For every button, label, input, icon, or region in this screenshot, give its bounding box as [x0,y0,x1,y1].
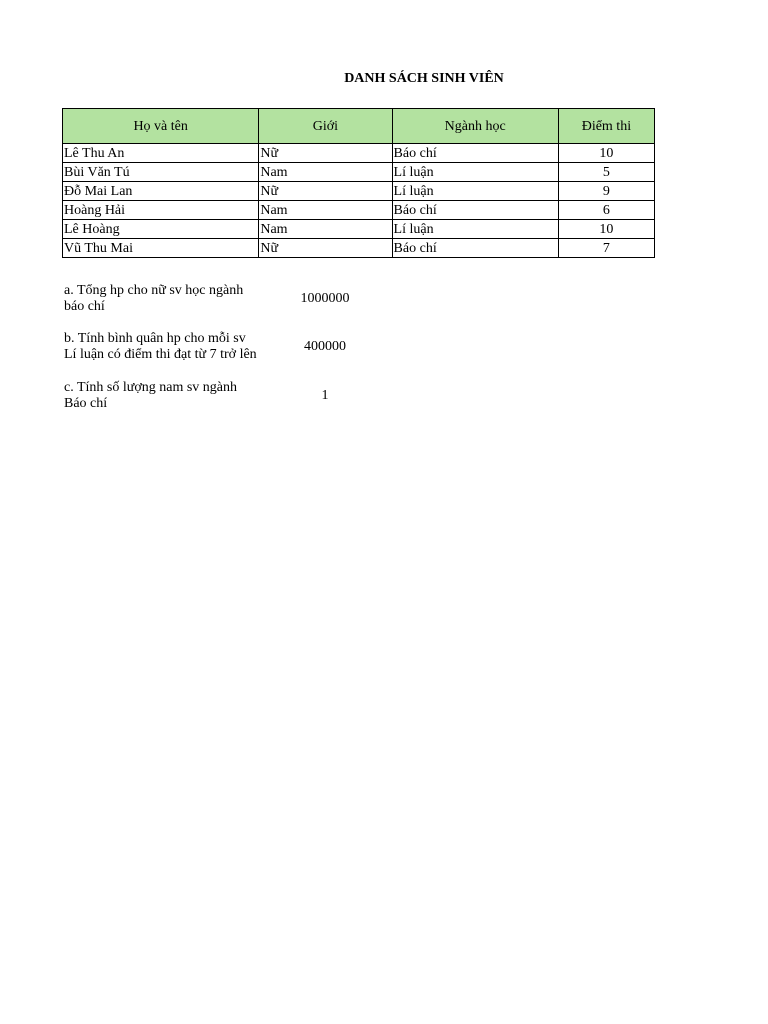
cell-score: 10 [558,220,654,239]
cell-score: 5 [558,163,654,182]
cell-score: 7 [558,239,654,258]
cell-gender: Nữ [259,182,392,201]
question-b [64,331,264,363]
table-row [63,201,655,220]
cell-gender: Nữ [259,239,392,258]
table-row [63,182,655,201]
cell-gender: Nữ [259,144,392,163]
header-gender: Giới [259,109,392,144]
cell-name: Đỗ Mai Lan [63,182,259,201]
answer-a: 1000000 [300,291,350,306]
table-row [63,144,655,163]
cell-name: Lê Hoàng [63,220,259,239]
table-header-row [63,109,655,144]
cell-name: Bùi Văn Tú [63,163,259,182]
cell-name: Lê Thu An [63,144,259,163]
cell-major: Báo chí [392,144,558,163]
cell-major: Báo chí [392,201,558,220]
cell-gender: Nam [259,201,392,220]
cell-score: 6 [558,201,654,220]
cell-name: Vũ Thu Mai [63,239,259,258]
question-a [64,283,264,315]
cell-major: Lí luận [392,163,558,182]
question-b-line2: Lí luận có điểm thi đạt từ 7 trở lên [64,347,257,362]
table-row [63,220,655,239]
cell-major: Lí luận [392,182,558,201]
header-major: Ngành học [392,109,558,144]
answer-b: 400000 [304,339,346,354]
cell-major: Báo chí [392,239,558,258]
header-name: Họ và tên [63,109,259,144]
table-row [63,239,655,258]
question-b-line1: b. Tính bình quân hp cho mỗi sv [64,331,246,346]
question-c [64,380,264,412]
question-c-line2: Báo chí [64,396,108,411]
cell-score: 10 [558,144,654,163]
student-table [62,108,655,258]
answer-c: 1 [321,388,329,403]
table-row [63,163,655,182]
cell-name: Hoàng Hải [63,201,259,220]
cell-gender: Nam [259,163,392,182]
question-c-line1: c. Tính số lượng nam sv ngành [64,380,237,395]
header-score: Điểm thi [558,109,654,144]
cell-major: Lí luận [392,220,558,239]
cell-score: 9 [558,182,654,201]
page-title: DANH SÁCH SINH VIÊN [344,71,504,86]
question-a-line1: a. Tổng hp cho nữ sv học ngành [64,283,244,298]
cell-gender: Nam [259,220,392,239]
question-a-line2: báo chí [64,299,105,314]
